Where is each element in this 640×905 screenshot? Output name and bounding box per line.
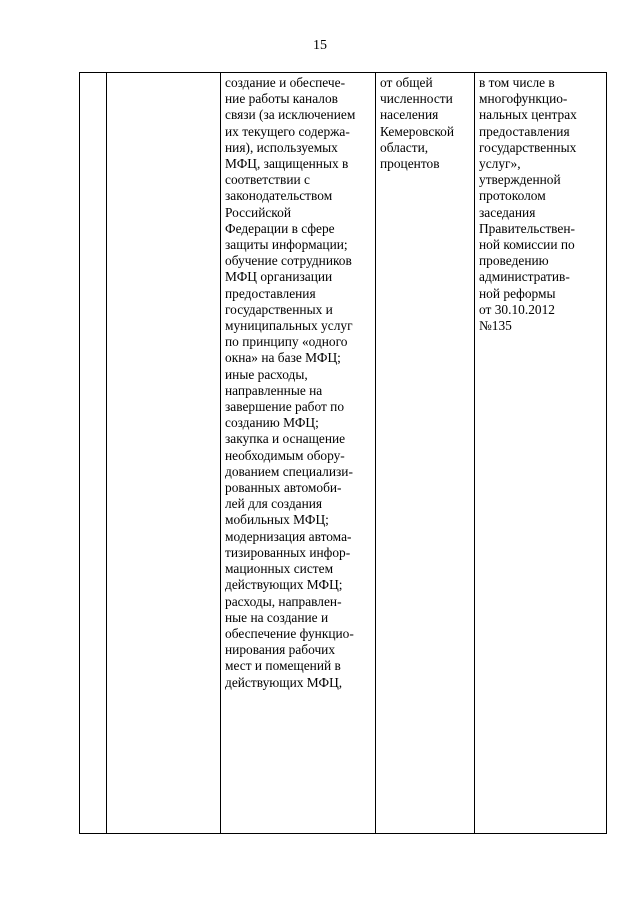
text-line: услуг», bbox=[479, 156, 521, 172]
text-line: направленные на bbox=[225, 382, 323, 398]
text-line: государственных bbox=[479, 139, 577, 155]
text-line: мобильных МФЦ; bbox=[225, 512, 329, 528]
unit-text bbox=[380, 75, 470, 172]
text-line: мационных систем bbox=[225, 561, 334, 577]
page-number: 15 bbox=[313, 38, 327, 53]
text-line: ние работы каналов bbox=[225, 91, 338, 107]
text-line: обеспечение функцио- bbox=[225, 625, 354, 641]
text-line: созданию МФЦ; bbox=[225, 415, 319, 431]
text-line: от 30.10.2012 bbox=[479, 301, 555, 317]
text-line: их текущего содержа- bbox=[225, 123, 350, 139]
text-line: ные на создание и bbox=[225, 609, 329, 625]
text-line: Российской bbox=[225, 204, 291, 220]
text-line: многофункцио- bbox=[479, 91, 568, 107]
text-line: населения bbox=[380, 107, 439, 123]
table-cell-number bbox=[80, 73, 107, 834]
text-line: утвержденной bbox=[479, 172, 561, 188]
text-line: Кемеровской bbox=[380, 123, 455, 139]
text-line: муниципальных услуг bbox=[225, 318, 353, 334]
table-cell-note bbox=[475, 73, 607, 834]
text-line: ния), используемых bbox=[225, 139, 338, 155]
text-line: действующих МФЦ, bbox=[225, 674, 343, 690]
text-line: действующих МФЦ; bbox=[225, 577, 343, 593]
text-line: проведению bbox=[479, 253, 549, 269]
text-line: области, bbox=[380, 139, 429, 155]
text-line: протоколом bbox=[479, 188, 546, 204]
text-line: процентов bbox=[380, 156, 440, 172]
table-cell-activities bbox=[221, 73, 376, 834]
text-line: защиты информации; bbox=[225, 237, 348, 253]
text-line: Правительствен- bbox=[479, 220, 575, 236]
text-line: лей для создания bbox=[225, 496, 323, 512]
text-line: административ- bbox=[479, 269, 570, 285]
text-line: заседания bbox=[479, 204, 536, 220]
text-line: соответствии с bbox=[225, 172, 310, 188]
text-line: создание и обеспече- bbox=[225, 75, 346, 90]
table-cell-unit bbox=[376, 73, 475, 834]
text-line: МФЦ, защищенных в bbox=[225, 156, 349, 172]
text-line: связи (за исключением bbox=[225, 107, 356, 123]
text-line: законодательством bbox=[225, 188, 333, 204]
text-line: нальных центрах bbox=[479, 107, 577, 123]
text-line: иные расходы, bbox=[225, 366, 308, 382]
text-line: тизированных инфор- bbox=[225, 544, 351, 560]
text-line: необходимым обору- bbox=[225, 447, 345, 463]
text-line: ной комиссии по bbox=[479, 237, 575, 253]
text-line: рованных автомоби- bbox=[225, 480, 342, 496]
text-line: предоставления bbox=[479, 123, 570, 139]
text-line: численности bbox=[380, 91, 453, 107]
table-row bbox=[80, 73, 607, 834]
activities-text bbox=[225, 75, 371, 691]
text-line: мест и помещений в bbox=[225, 658, 341, 674]
text-line: модернизация автома- bbox=[225, 528, 352, 544]
note-text bbox=[479, 75, 602, 334]
text-line: нирования рабочих bbox=[225, 642, 336, 658]
text-line: ной реформы bbox=[479, 285, 556, 301]
continuation-table bbox=[79, 72, 607, 834]
text-line: №135 bbox=[479, 318, 512, 334]
text-line: государственных и bbox=[225, 301, 333, 317]
text-line: в том числе в bbox=[479, 75, 555, 90]
text-line: обучение сотрудников bbox=[225, 253, 352, 269]
text-line: предоставления bbox=[225, 285, 316, 301]
text-line: закупка и оснащение bbox=[225, 431, 346, 447]
text-line: от общей bbox=[380, 75, 433, 90]
text-line: дованием специализи- bbox=[225, 463, 353, 479]
table-cell-name bbox=[107, 73, 221, 834]
text-line: окна» на базе МФЦ; bbox=[225, 350, 341, 366]
text-line: расходы, направлен- bbox=[225, 593, 342, 609]
text-line: Федерации в сфере bbox=[225, 220, 335, 236]
text-line: по принципу «одного bbox=[225, 334, 348, 350]
text-line: завершение работ по bbox=[225, 399, 345, 415]
text-line: МФЦ организации bbox=[225, 269, 333, 285]
